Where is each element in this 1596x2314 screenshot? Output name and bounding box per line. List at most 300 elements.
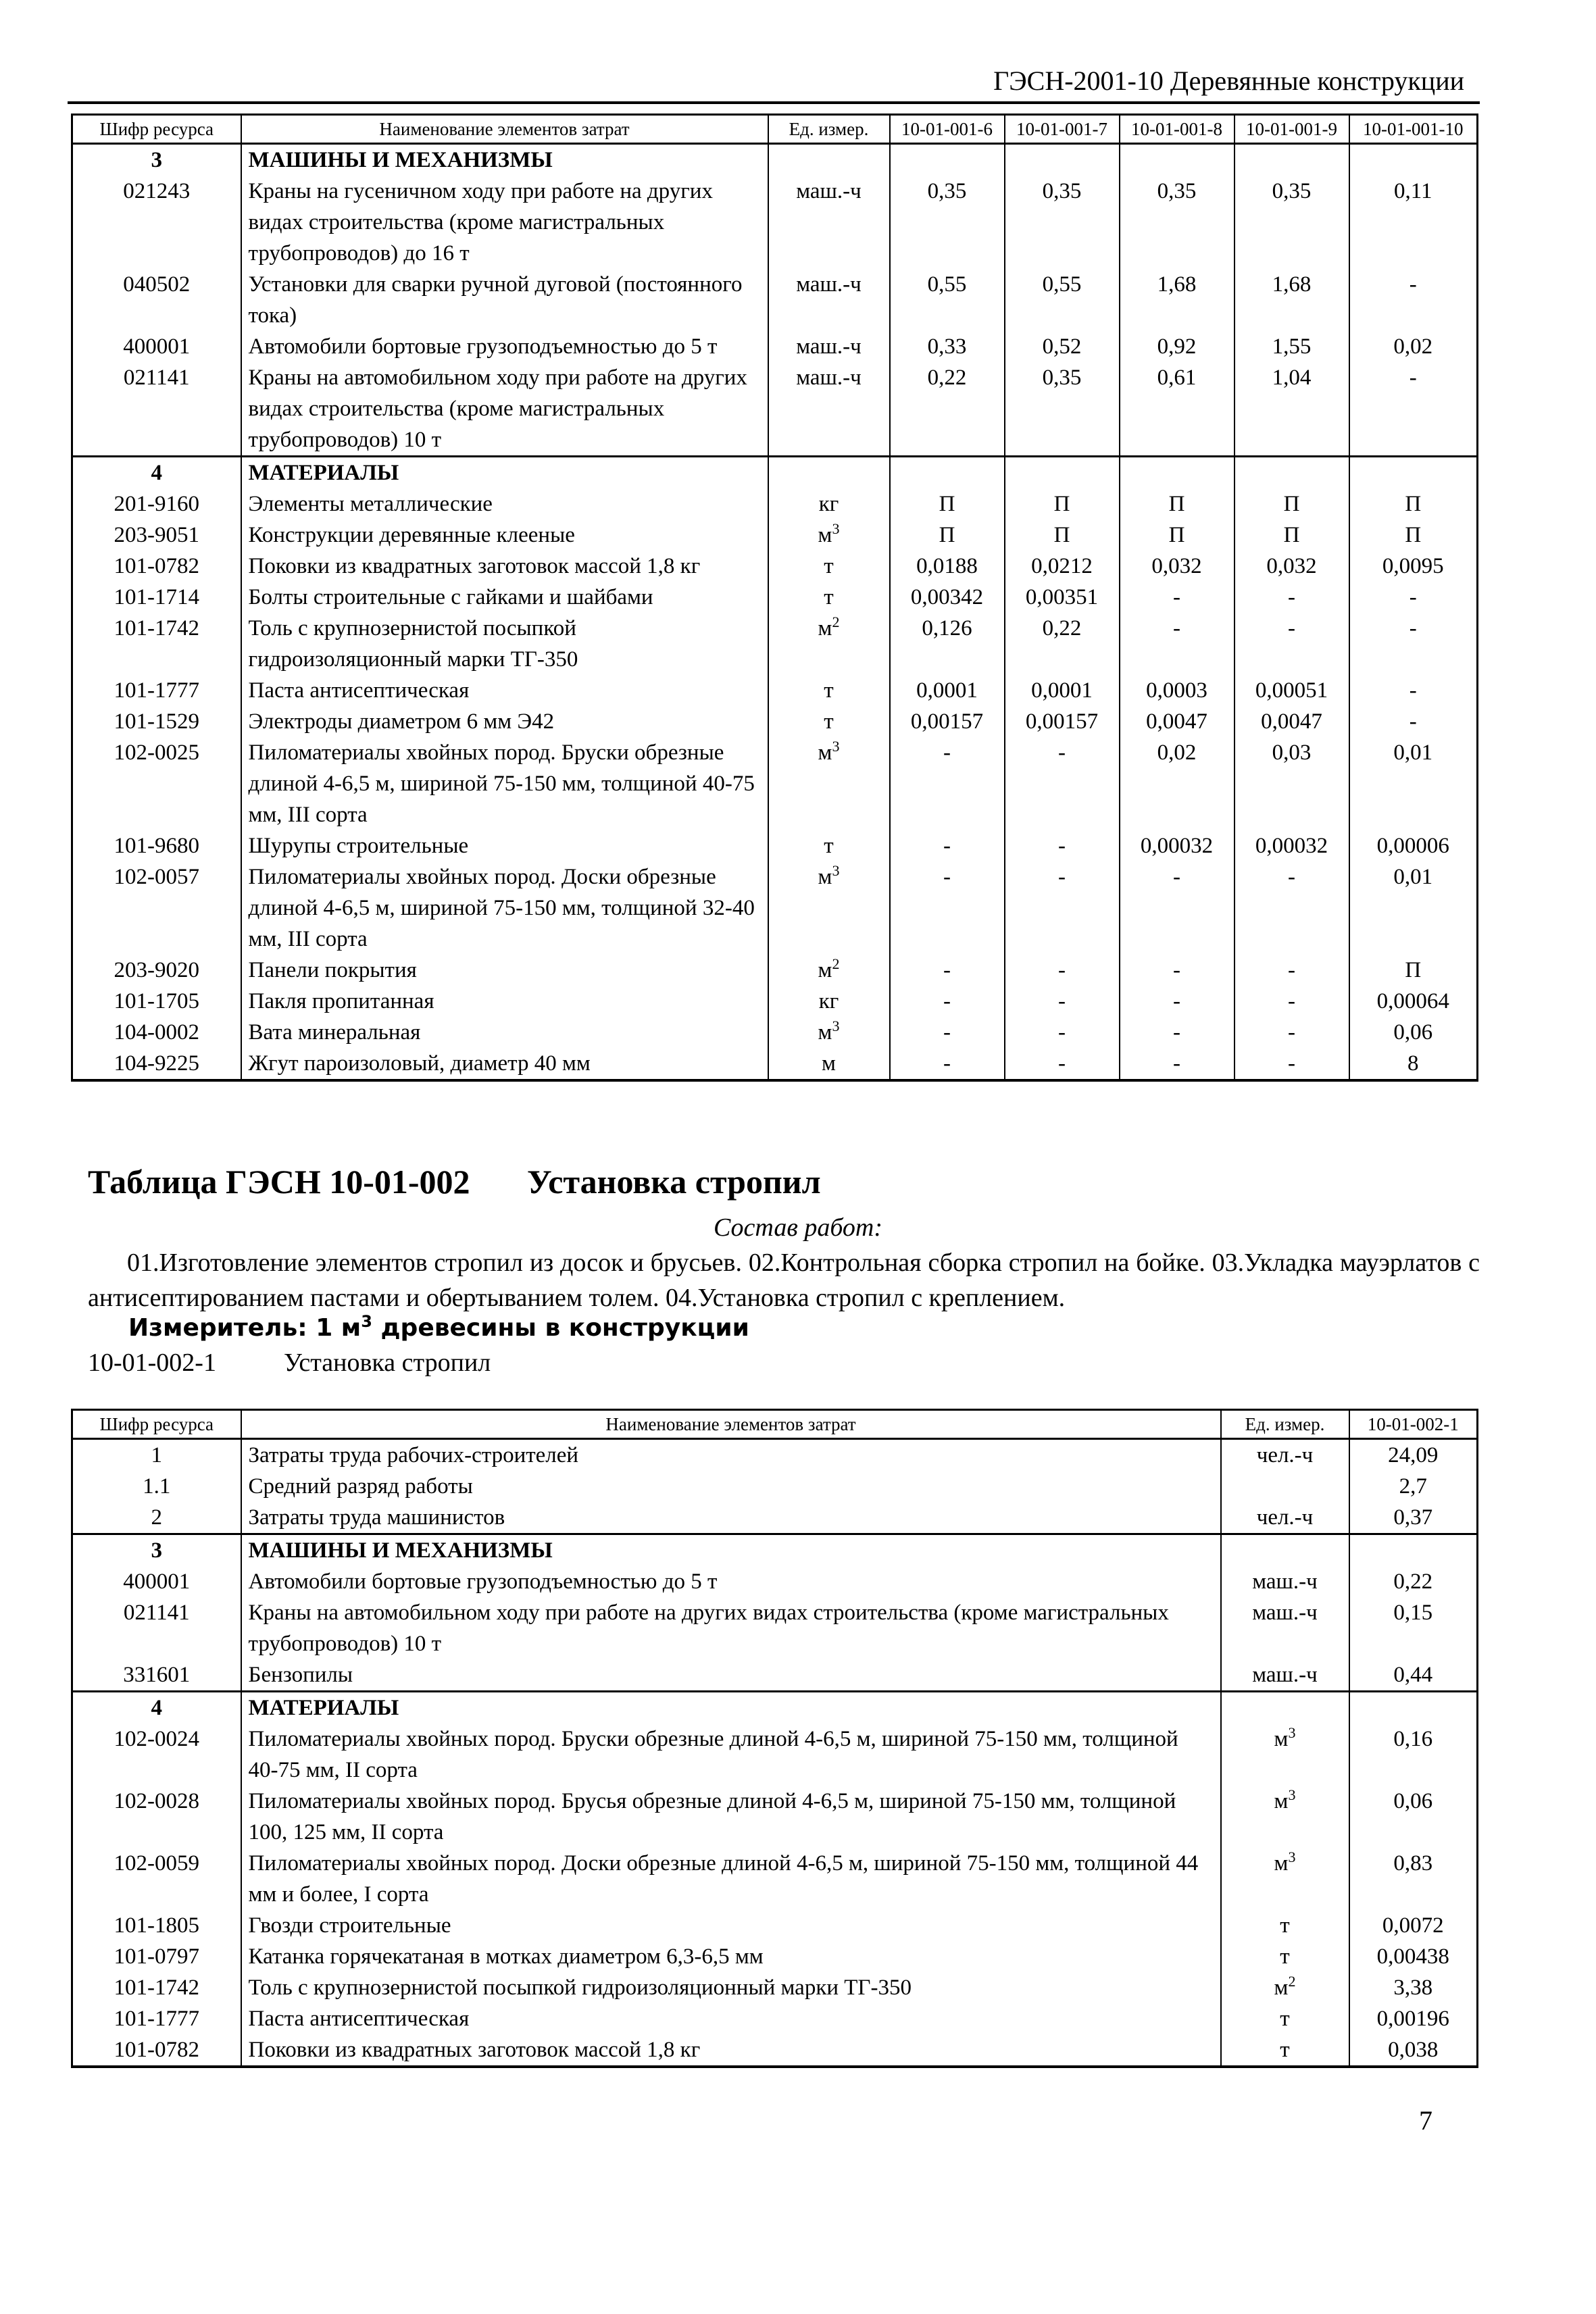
resource-name: Толь с крупнозернистой посыпкой гидроизоляционный марки ТГ-350 (241, 1972, 1221, 2003)
group-row (72, 457, 1478, 489)
value-cell: П (1005, 520, 1120, 551)
table-row (72, 737, 1478, 830)
table-row (72, 551, 1478, 582)
value-cell: - (1235, 582, 1349, 613)
unit-cell (1221, 1439, 1349, 1472)
empty-cell (890, 457, 1005, 489)
value-cell: 0,35 (890, 176, 1005, 269)
resource-code: 101-1805 (72, 1910, 241, 1941)
value-cell: - (1120, 1017, 1235, 1048)
value-cell: 0,37 (1349, 1502, 1478, 1534)
unit-text: кг (818, 492, 839, 516)
unit-cell (1221, 1659, 1349, 1692)
unit-exponent: 2 (1288, 1973, 1296, 1990)
value-cell: - (1120, 986, 1235, 1017)
resource-code: 104-0002 (72, 1017, 241, 1048)
unit-exponent: 3 (1288, 1848, 1296, 1865)
resource-name: Бензопилы (241, 1659, 1221, 1692)
value-cell: П (1120, 488, 1235, 520)
value-cell: - (1120, 613, 1235, 675)
resource-code: 021141 (72, 362, 241, 457)
resource-name: Шурупы строительные (241, 830, 768, 861)
value-cell: - (1005, 737, 1120, 830)
resource-name: Паста антисептическая (241, 2003, 1221, 2034)
resource-code: 2 (72, 1502, 241, 1534)
unit-text: маш.-ч (796, 179, 862, 203)
resource-name: Затраты труда машинистов (241, 1502, 1221, 1534)
unit-cell (768, 1048, 890, 1080)
unit-exponent: 2 (832, 955, 840, 972)
unit-cell (768, 955, 890, 986)
resource-code: 331601 (72, 1659, 241, 1692)
value-cell: 0,00051 (1235, 675, 1349, 706)
value-cell: 0,16 (1349, 1724, 1478, 1786)
value-cell: 24,09 (1349, 1439, 1478, 1472)
unit-text: т (1280, 2007, 1290, 2031)
value-cell: 0,55 (890, 269, 1005, 331)
value-cell: 0,52 (1005, 331, 1120, 362)
table-row (72, 675, 1478, 706)
resource-code: 101-1777 (72, 675, 241, 706)
unit-text: чел.-ч (1256, 1443, 1314, 1467)
unit-exponent: 3 (1288, 1724, 1296, 1741)
resource-name: Краны на автомобильном ходу при работе на других видах строительства (кроме магистральных трубопроводов) 10 т (241, 362, 768, 457)
table-row (72, 1941, 1478, 1972)
resource-code: 101-1742 (72, 1972, 241, 2003)
resource-name: Поковки из квадратных заготовок массой 1,8 кг (241, 551, 768, 582)
measure-line (128, 1314, 749, 1342)
unit-text: м (1274, 1789, 1289, 1813)
resource-name: Конструкции деревянные клееные (241, 520, 768, 551)
resource-code: 102-0057 (72, 861, 241, 955)
unit-cell (768, 830, 890, 861)
resource-name: Паста антисептическая (241, 675, 768, 706)
table-header-row (72, 1410, 1478, 1439)
value-cell: 0,00032 (1235, 830, 1349, 861)
resource-name: Жгут пароизоловый, диаметр 40 мм (241, 1048, 768, 1080)
resource-name: Панели покрытия (241, 955, 768, 986)
unit-cell (768, 675, 890, 706)
resource-name: Автомобили бортовые грузоподъемностью до 5 т (241, 331, 768, 362)
resource-name: Установки для сварки ручной дуговой (постоянного тока) (241, 269, 768, 331)
unit-text: маш.-ч (796, 272, 862, 297)
value-cell: П (1120, 520, 1235, 551)
table-row (72, 488, 1478, 520)
unit-cell (1221, 1471, 1349, 1502)
table-row (72, 1910, 1478, 1941)
unit-cell (1221, 2034, 1349, 2067)
column-header: 10-01-001-10 (1349, 115, 1478, 144)
unit-cell (1221, 2003, 1349, 2034)
value-cell: 0,0047 (1235, 706, 1349, 737)
unit-text: м (818, 616, 832, 640)
value-cell: - (890, 830, 1005, 861)
value-cell: 0,00438 (1349, 1941, 1478, 1972)
unit-cell (1221, 1786, 1349, 1848)
value-cell: 3,38 (1349, 1972, 1478, 2003)
value-cell: - (1235, 861, 1349, 955)
column-header: Наименование элементов затрат (241, 115, 768, 144)
unit-cell (768, 520, 890, 551)
value-cell: 0,00196 (1349, 2003, 1478, 2034)
table-row (72, 1566, 1478, 1597)
value-cell: 0,06 (1349, 1017, 1478, 1048)
resource-code: 203-9051 (72, 520, 241, 551)
value-cell: 2,7 (1349, 1471, 1478, 1502)
value-cell: 1,68 (1235, 269, 1349, 331)
resource-code: 101-1777 (72, 2003, 241, 2034)
unit-text: маш.-ч (1252, 1601, 1318, 1625)
resource-name: Пиломатериалы хвойных пород. Брусья обрезные длиной 4-6,5 м, шириной 75-150 мм, толщиной 100, 125 мм, II сорта (241, 1786, 1221, 1848)
value-cell: 0,0212 (1005, 551, 1120, 582)
value-cell: 0,126 (890, 613, 1005, 675)
value-cell: - (890, 1048, 1005, 1080)
unit-text: м (818, 958, 832, 982)
section-table-title: Таблица ГЭСН 10-01-002 (88, 1163, 470, 1201)
composition-text: 01.Изготовление элементов стропил из досок и брусьев. 02.Контрольная сборка стропил на бойке. 03.Укладка мауэрлатов с антисептированием пастами и обертыванием толем. 04.Установка стропил с креплением. (88, 1249, 1480, 1312)
table-row (72, 1471, 1478, 1502)
table-row (72, 1972, 1478, 2003)
page-number: 7 (1419, 2105, 1432, 2136)
value-cell: - (1349, 269, 1478, 331)
resource-name: Пиломатериалы хвойных пород. Доски обрезные длиной 4-6,5 м, шириной 75-150 мм, толщиной 32-40 мм, III сорта (241, 861, 768, 955)
resource-name: Пиломатериалы хвойных пород. Доски обрезные длиной 4-6,5 м, шириной 75-150 мм, толщиной 44 мм и более, I сорта (241, 1848, 1221, 1910)
empty-cell (890, 144, 1005, 176)
subsection-name: Установка стропил (284, 1349, 491, 1377)
value-cell: П (890, 520, 1005, 551)
unit-cell (768, 176, 890, 269)
unit-exponent: 3 (832, 1017, 840, 1034)
table-row (72, 1502, 1478, 1534)
value-cell: - (890, 955, 1005, 986)
column-header: 10-01-001-7 (1005, 115, 1120, 144)
value-cell: - (1120, 955, 1235, 986)
value-cell: 0,33 (890, 331, 1005, 362)
empty-cell (768, 457, 890, 489)
resource-name: Автомобили бортовые грузоподъемностью до 5 т (241, 1566, 1221, 1597)
value-cell: 0,35 (1005, 362, 1120, 457)
value-cell: 0,22 (1005, 613, 1120, 675)
unit-cell (768, 331, 890, 362)
unit-exponent: 3 (832, 862, 840, 879)
unit-text: т (824, 678, 834, 703)
table-row (72, 830, 1478, 861)
value-cell: - (1235, 955, 1349, 986)
group-code: 4 (72, 1692, 241, 1724)
resource-name: Средний разряд работы (241, 1471, 1221, 1502)
value-cell: 0,0072 (1349, 1910, 1478, 1941)
value-cell: 0,02 (1120, 737, 1235, 830)
value-cell: - (1120, 582, 1235, 613)
group-name: МАШИНЫ И МЕХАНИЗМЫ (241, 144, 768, 176)
value-cell: - (1349, 613, 1478, 675)
unit-cell (768, 551, 890, 582)
unit-text: м (1274, 1851, 1289, 1876)
resource-name: Вата минеральная (241, 1017, 768, 1048)
unit-cell (768, 706, 890, 737)
measure-prefix: Измеритель: 1 м (128, 1314, 361, 1342)
empty-cell (1221, 1534, 1349, 1567)
value-cell: П (1235, 488, 1349, 520)
value-cell: 0,35 (1005, 176, 1120, 269)
table-header-row (72, 115, 1478, 144)
table-row (72, 2034, 1478, 2067)
unit-cell (1221, 1502, 1349, 1534)
unit-cell (768, 986, 890, 1017)
value-cell: 0,00064 (1349, 986, 1478, 1017)
resource-code: 400001 (72, 1566, 241, 1597)
resource-name: Электроды диаметром 6 мм Э42 (241, 706, 768, 737)
value-cell: 0,01 (1349, 737, 1478, 830)
unit-text: м (818, 865, 832, 889)
resource-code: 102-0028 (72, 1786, 241, 1848)
resource-table-10-01-001 (71, 114, 1478, 1082)
value-cell: 1,04 (1235, 362, 1349, 457)
page-header-title: ГЭСН-2001-10 Деревянные конструкции (993, 66, 1464, 96)
empty-cell (1235, 457, 1349, 489)
unit-text: м (1274, 1727, 1289, 1751)
unit-text: маш.-ч (1252, 1663, 1318, 1687)
resource-code: 1 (72, 1439, 241, 1472)
table-row (72, 176, 1478, 269)
column-header: Ед. измер. (768, 115, 890, 144)
table-row (72, 362, 1478, 457)
value-cell: 0,06 (1349, 1786, 1478, 1848)
value-cell: - (1005, 861, 1120, 955)
column-header: Наименование элементов затрат (241, 1410, 1221, 1439)
value-cell: 0,01 (1349, 861, 1478, 955)
table-row (72, 1848, 1478, 1910)
resource-name: Затраты труда рабочих-строителей (241, 1439, 1221, 1472)
unit-cell (1221, 1972, 1349, 2003)
table-row (72, 2003, 1478, 2034)
value-cell: 0,00351 (1005, 582, 1120, 613)
unit-cell (1221, 1724, 1349, 1786)
table-row (72, 955, 1478, 986)
unit-cell (768, 613, 890, 675)
value-cell: 0,00157 (890, 706, 1005, 737)
unit-text: т (1280, 1913, 1290, 1938)
unit-text: т (824, 834, 834, 858)
resource-code: 101-1714 (72, 582, 241, 613)
resource-code: 104-9225 (72, 1048, 241, 1080)
unit-text: т (1280, 1944, 1290, 1969)
group-row (72, 1692, 1478, 1724)
unit-cell (768, 737, 890, 830)
unit-cell (768, 488, 890, 520)
value-cell: - (1005, 986, 1120, 1017)
unit-cell (768, 582, 890, 613)
resource-name: Краны на гусеничном ходу при работе на других видах строительства (кроме магистральных трубопроводов) до 16 т (241, 176, 768, 269)
unit-exponent: 3 (832, 738, 840, 755)
resource-code: 1.1 (72, 1471, 241, 1502)
group-code: 4 (72, 457, 241, 489)
column-header: 10-01-001-9 (1235, 115, 1349, 144)
unit-text: м (818, 1020, 832, 1045)
value-cell: - (890, 986, 1005, 1017)
unit-text: т (824, 709, 834, 734)
unit-text: маш.-ч (796, 334, 862, 359)
group-row (72, 1534, 1478, 1567)
value-cell: - (1349, 706, 1478, 737)
measure-sup: 3 (361, 1312, 372, 1331)
table-row (72, 613, 1478, 675)
resource-name: Краны на автомобильном ходу при работе на других видах строительства (кроме магистральных трубопроводов) 10 т (241, 1597, 1221, 1659)
unit-cell (1221, 1941, 1349, 1972)
unit-exponent: 2 (832, 613, 840, 630)
measure-suffix: древесины в конструкции (372, 1314, 749, 1342)
unit-text: т (1280, 2038, 1290, 2062)
resource-name: Элементы металлические (241, 488, 768, 520)
column-header: Шифр ресурса (72, 1410, 241, 1439)
table-row (72, 706, 1478, 737)
resource-name: Толь с крупнозернистой посыпкой гидроизоляционный марки ТГ-350 (241, 613, 768, 675)
value-cell: 0,032 (1120, 551, 1235, 582)
resource-name: Болты строительные с гайками и шайбами (241, 582, 768, 613)
value-cell: 0,0095 (1349, 551, 1478, 582)
unit-text: м (818, 740, 832, 765)
table-row (72, 1786, 1478, 1848)
unit-text: маш.-ч (796, 366, 862, 390)
resource-code: 203-9020 (72, 955, 241, 986)
value-cell: 0,038 (1349, 2034, 1478, 2067)
value-cell: - (1005, 955, 1120, 986)
resource-name: Пакля пропитанная (241, 986, 768, 1017)
value-cell: П (1349, 520, 1478, 551)
resource-name: Поковки из квадратных заготовок массой 1,8 кг (241, 2034, 1221, 2067)
value-cell: 0,35 (1235, 176, 1349, 269)
resource-code: 400001 (72, 331, 241, 362)
value-cell: 0,55 (1005, 269, 1120, 331)
value-cell: - (1235, 986, 1349, 1017)
unit-text: кг (818, 989, 839, 1013)
value-cell: - (1349, 675, 1478, 706)
unit-cell (768, 1017, 890, 1048)
table-row (72, 582, 1478, 613)
value-cell: 0,35 (1120, 176, 1235, 269)
unit-text: т (824, 585, 834, 609)
value-cell: 0,0047 (1120, 706, 1235, 737)
table-row (72, 1048, 1478, 1080)
value-cell: 0,0188 (890, 551, 1005, 582)
empty-cell (1349, 457, 1478, 489)
section-table-name: Установка стропил (527, 1163, 821, 1201)
unit-cell (768, 269, 890, 331)
resource-name: Гвозди строительные (241, 1910, 1221, 1941)
composition-label: Состав работ: (713, 1213, 883, 1242)
empty-cell (1120, 144, 1235, 176)
resource-code: 102-0025 (72, 737, 241, 830)
table-body (72, 144, 1478, 1081)
empty-cell (1349, 144, 1478, 176)
value-cell: - (1005, 1017, 1120, 1048)
value-cell: - (890, 737, 1005, 830)
empty-cell (1005, 457, 1120, 489)
unit-cell (768, 362, 890, 457)
value-cell: 0,032 (1235, 551, 1349, 582)
unit-text: т (824, 554, 834, 578)
table-row (72, 1017, 1478, 1048)
unit-cell (1221, 1566, 1349, 1597)
value-cell: 0,44 (1349, 1659, 1478, 1692)
value-cell: - (890, 861, 1005, 955)
group-name: МАШИНЫ И МЕХАНИЗМЫ (241, 1534, 1221, 1567)
unit-cell (1221, 1848, 1349, 1910)
column-header: 10-01-002-1 (1349, 1410, 1478, 1439)
value-cell: 0,15 (1349, 1597, 1478, 1659)
value-cell: П (1005, 488, 1120, 520)
unit-text: маш.-ч (1252, 1569, 1318, 1594)
resource-name: Катанка горячекатаная в мотках диаметром 6,3-6,5 мм (241, 1941, 1221, 1972)
unit-cell (768, 861, 890, 955)
unit-text: м (1274, 1976, 1289, 2000)
table-row (72, 861, 1478, 955)
value-cell: П (890, 488, 1005, 520)
table-row (72, 520, 1478, 551)
value-cell: 0,0003 (1120, 675, 1235, 706)
value-cell: 0,83 (1349, 1848, 1478, 1910)
value-cell: 0,92 (1120, 331, 1235, 362)
header-rule (68, 101, 1480, 104)
table-row (72, 269, 1478, 331)
table-row (72, 331, 1478, 362)
group-row (72, 144, 1478, 176)
value-cell: 0,11 (1349, 176, 1478, 269)
value-cell: 0,0001 (890, 675, 1005, 706)
table-row (72, 1439, 1478, 1472)
resource-code: 101-1529 (72, 706, 241, 737)
unit-text: м (818, 523, 832, 547)
group-name: МАТЕРИАЛЫ (241, 1692, 1221, 1724)
value-cell: 0,0001 (1005, 675, 1120, 706)
column-header: 10-01-001-6 (890, 115, 1005, 144)
value-cell: - (1120, 1048, 1235, 1080)
value-cell: - (1005, 830, 1120, 861)
value-cell: 1,55 (1235, 331, 1349, 362)
resource-code: 101-0782 (72, 2034, 241, 2067)
resource-code: 021243 (72, 176, 241, 269)
column-header: 10-01-001-8 (1120, 115, 1235, 144)
unit-text: м (822, 1051, 836, 1076)
unit-exponent: 3 (1288, 1786, 1296, 1803)
group-name: МАТЕРИАЛЫ (241, 457, 768, 489)
subsection-code: 10-01-002-1 (88, 1349, 216, 1377)
resource-code: 101-0782 (72, 551, 241, 582)
unit-cell (1221, 1910, 1349, 1941)
column-header: Шифр ресурса (72, 115, 241, 144)
value-cell: 0,03 (1235, 737, 1349, 830)
unit-text: чел.-ч (1256, 1505, 1314, 1530)
empty-cell (768, 144, 890, 176)
resource-code: 040502 (72, 269, 241, 331)
value-cell: П (1235, 520, 1349, 551)
value-cell: 0,00032 (1120, 830, 1235, 861)
value-cell: - (1235, 1048, 1349, 1080)
value-cell: 0,22 (890, 362, 1005, 457)
resource-code: 101-9680 (72, 830, 241, 861)
table-row (72, 1724, 1478, 1786)
value-cell: 1,68 (1120, 269, 1235, 331)
value-cell: 0,61 (1120, 362, 1235, 457)
resource-code: 201-9160 (72, 488, 241, 520)
empty-cell (1349, 1534, 1478, 1567)
group-code: 3 (72, 1534, 241, 1567)
empty-cell (1221, 1692, 1349, 1724)
empty-cell (1120, 457, 1235, 489)
value-cell: П (1349, 955, 1478, 986)
value-cell: - (1349, 362, 1478, 457)
value-cell: - (1005, 1048, 1120, 1080)
